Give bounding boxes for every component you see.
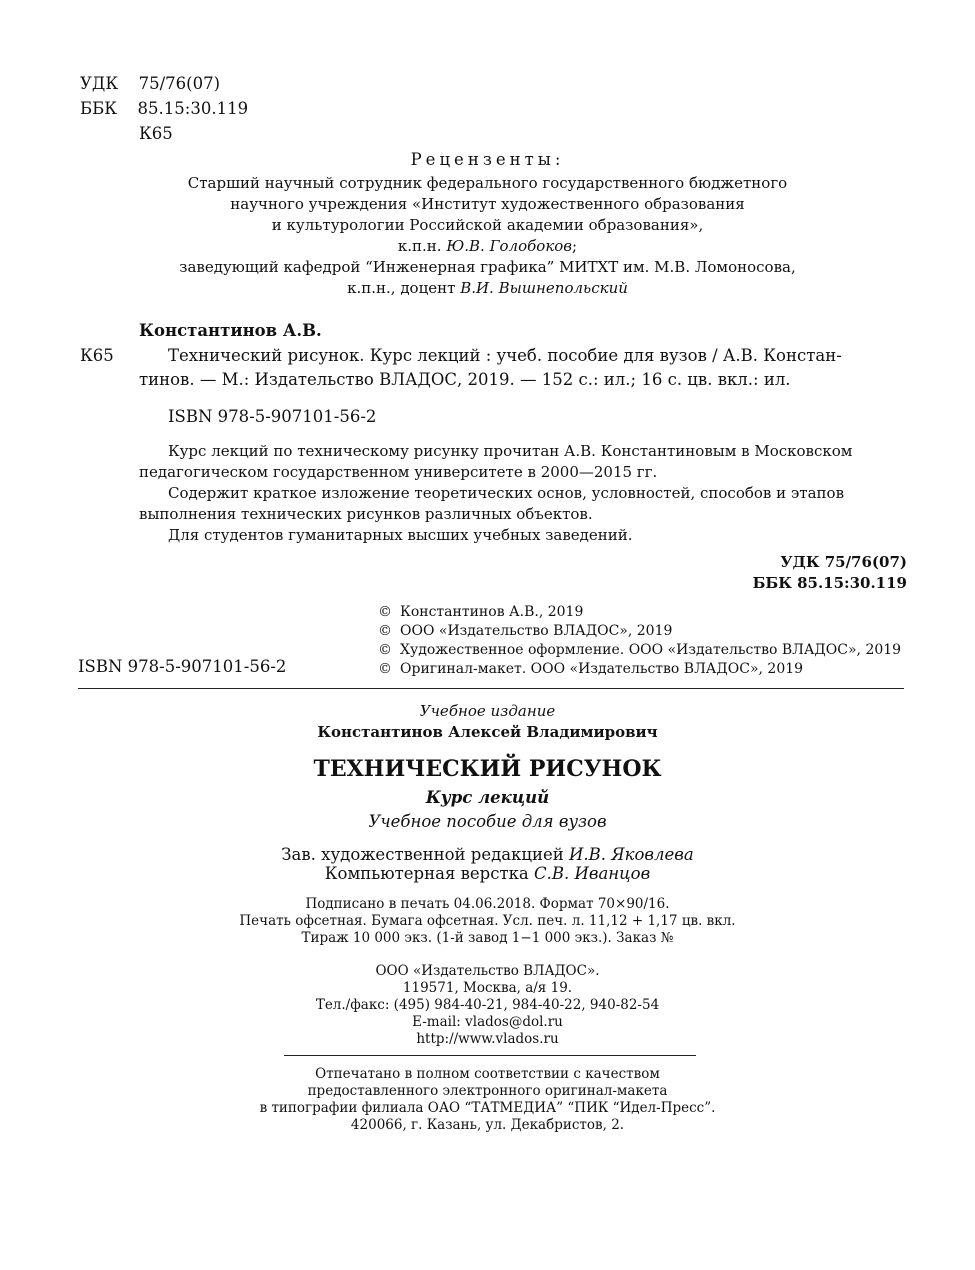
section-divider (78, 688, 904, 689)
bib-line-2: тинов. — М.: Издательство ВЛАДОС, 2019. — 152 с.: ил.; 16 с. цв. вкл.: ил. (139, 370, 791, 389)
publisher-website: http://www.vlados.ru (416, 1031, 559, 1047)
reviewer-line: Старший научный сотрудник федерального государственного бюджетного (187, 174, 788, 192)
copyright-icon: © (378, 604, 392, 620)
book-subtitle: Курс лекций (425, 788, 550, 807)
print-details (0, 896, 975, 947)
printer-line: в типографии филиала ОАО “ТАТМЕДИА” “ПИК “Идел-Пресс”. (259, 1100, 716, 1116)
author-full-name: Константинов Алексей Владимирович (317, 723, 658, 741)
publisher-line: ООО «Издательство ВЛАДОС». (375, 963, 600, 979)
udk-value: 75/76(07) (138, 74, 221, 93)
annotation-p2-line1: Содержит краткое изложение теоретических основ, условностей, способов и этапов (168, 484, 845, 502)
copyright-text: Оригинал-макет. ООО «Издательство ВЛАДОС», 2019 (400, 661, 804, 677)
publisher-line: 119571, Москва, а/я 19. (402, 980, 573, 996)
reviewer-line: заведующий кафедрой “Инженерная графика” МИТХТ им. М.В. Ломоносова, (179, 258, 796, 276)
reviewer-1-name: Ю.В. Голобоков (446, 237, 573, 255)
copyright-text: Художественное оформление. ООО «Издательство ВЛАДОС», 2019 (400, 642, 902, 658)
publisher-line: Тел./факс: (495) 984-40-21, 984-40-22, 940-82-54 (315, 997, 660, 1013)
reviewers-block (0, 173, 975, 299)
reviewers-title: Рецензенты: (410, 150, 565, 169)
annotation-p1-line1: Курс лекций по техническому рисунку прочитан А.В. Константиновым в Московском (168, 442, 853, 460)
copyright-row (378, 623, 672, 639)
author-mark: К65 (139, 124, 173, 143)
bib-author: Константинов А.В. (139, 321, 322, 340)
bbk-value: 85.15:30.119 (137, 99, 249, 118)
reviewer-1-degree: к.п.н. (397, 237, 442, 255)
publisher-email: E-mail: vlados@dol.ru (412, 1014, 563, 1030)
copyright-row (378, 661, 803, 677)
bbk-code-right: ББК 85.15:30.119 (752, 574, 907, 592)
udk-code-right: УДК 75/76(07) (780, 553, 907, 571)
bib-mark: К65 (80, 346, 114, 365)
annotation-p3-line1: Для студентов гуманитарных высших учебных заведений. (168, 526, 633, 544)
art-editor (0, 845, 975, 864)
reviewer-line: научного учреждения «Институт художественного образования (230, 195, 745, 213)
copyright-isbn: ISBN 978-5-907101-56-2 (78, 657, 287, 676)
copyright-text: ООО «Издательство ВЛАДОС», 2019 (400, 623, 673, 639)
art-editor-name: И.В. Яковлева (569, 845, 694, 864)
reviewer-1 (0, 236, 975, 257)
layout-designer-name: С.В. Иванцов (533, 864, 651, 883)
art-editor-label: Зав. художественной редакцией (281, 845, 564, 864)
copyright-icon: © (378, 642, 392, 658)
print-line: Печать офсетная. Бумага офсетная. Усл. печ. л. 11,12 + 1,17 цв. вкл. (239, 913, 736, 929)
print-line: Тираж 10 000 экз. (1-й завод 1−1 000 экз.). Заказ № (301, 930, 674, 946)
reviewer-2-name: В.И. Вышнепольский (460, 279, 628, 297)
copyright-text: Константинов А.В., 2019 (400, 604, 584, 620)
printer-line: Отпечатано в полном соответствии с качеством (315, 1066, 660, 1082)
printer-line: предоставленного электронного оригинал-макета (307, 1083, 668, 1099)
bib-isbn: ISBN 978-5-907101-56-2 (168, 407, 377, 426)
annotation-p2-line2: выполнения технических рисунков различных объектов. (139, 505, 593, 523)
reviewer-1-suffix: ; (572, 237, 578, 255)
printer-details (0, 1066, 975, 1134)
bib-line-1: Технический рисунок. Курс лекций : учеб. пособие для вузов / А.В. Констан- (168, 346, 842, 365)
layout-designer-label: Компьютерная верстка (324, 864, 529, 883)
bbk-label: ББК (80, 99, 118, 118)
copyright-icon: © (378, 661, 392, 677)
bbk-row (80, 99, 248, 118)
reviewer-2 (0, 278, 975, 299)
copyright-row (378, 642, 901, 658)
annotation-p1-line2: педагогическом государственном университете в 2000—2015 гг. (139, 463, 658, 481)
reviewer-line: и культурологии Российской академии образования», (271, 216, 704, 234)
book-purpose: Учебное пособие для вузов (368, 812, 607, 831)
book-title: ТЕХНИЧЕСКИЙ РИСУНОК (313, 756, 662, 782)
edition-type: Учебное издание (419, 702, 556, 720)
printer-divider (284, 1055, 696, 1056)
copyright-icon: © (378, 623, 392, 639)
print-line: Подписано в печать 04.06.2018. Формат 70×90/16. (305, 896, 670, 912)
publisher-details (0, 963, 975, 1048)
udk-label: УДК (80, 74, 119, 93)
printer-line: 420066, г. Казань, ул. Декабристов, 2. (350, 1117, 625, 1133)
layout-designer (0, 864, 975, 883)
udk-row (80, 74, 220, 93)
copyright-row (378, 604, 583, 620)
reviewer-2-degree: к.п.н., доцент (347, 279, 456, 297)
